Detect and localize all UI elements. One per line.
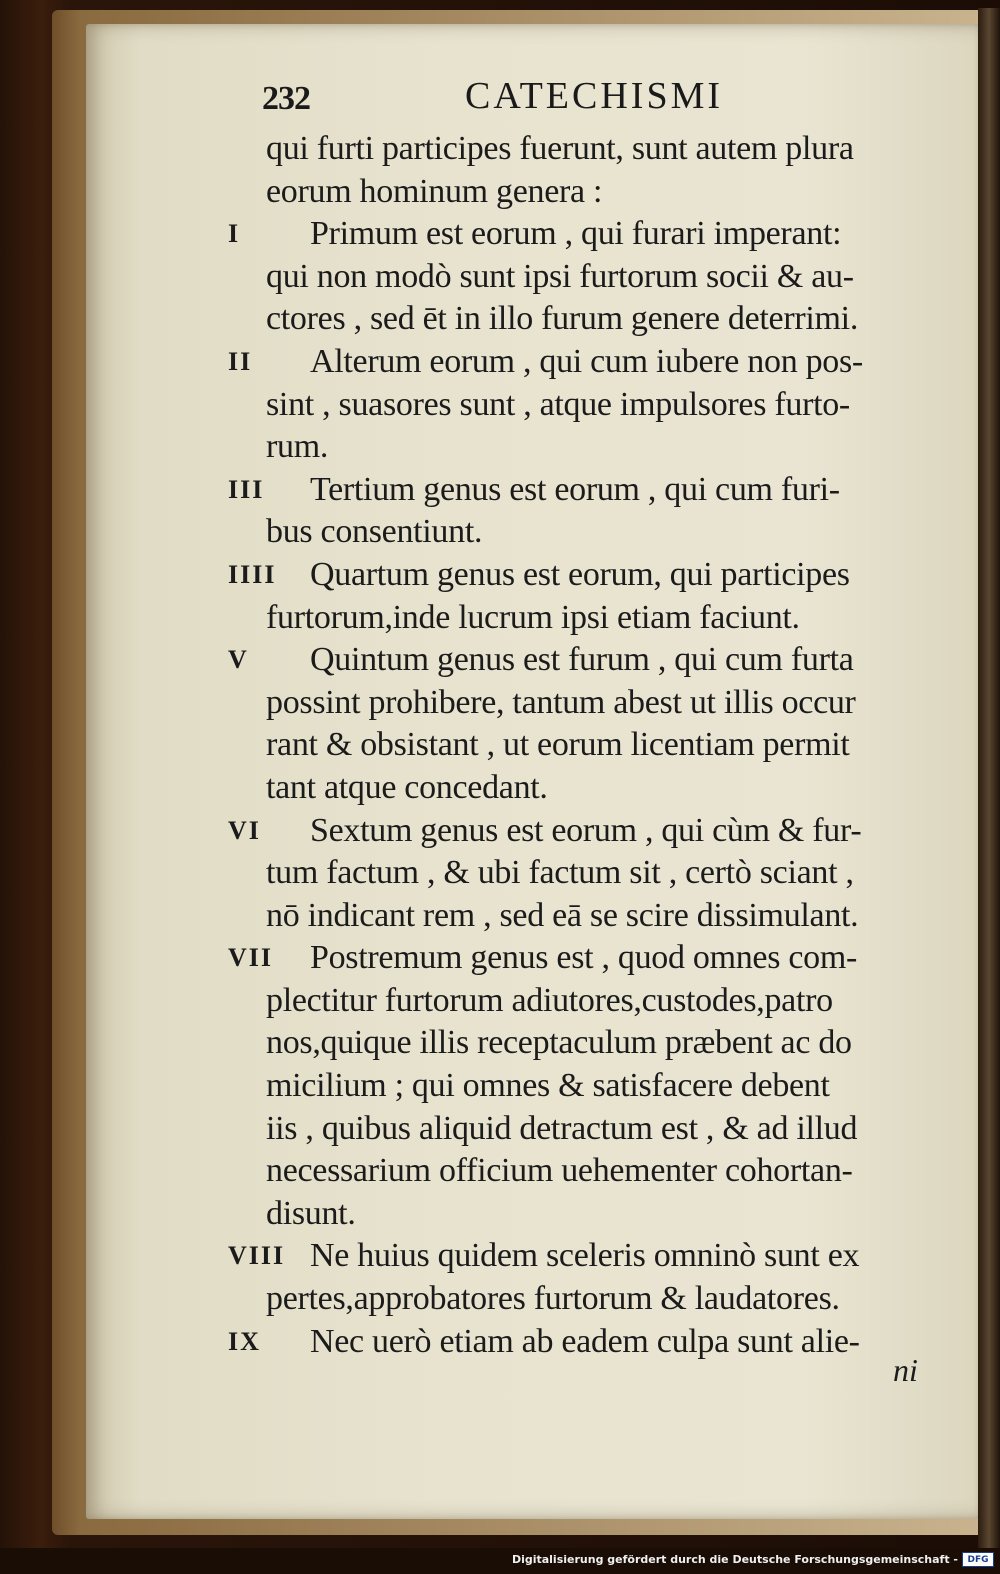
text-line (0, 426, 1000, 469)
line-text: qui non modò sunt ipsi furtorum socii & au- (266, 257, 854, 295)
line-text: tum factum , & ubi factum sit , certò sciant , (266, 854, 854, 892)
text-line (0, 810, 1000, 853)
line-text: furtorum,inde lucrum ipsi etiam faciunt. (266, 598, 800, 636)
catchword: ni (893, 1352, 918, 1388)
running-head: CATECHISMI (465, 75, 724, 117)
text-line (0, 298, 1000, 341)
text-line (0, 1022, 1000, 1065)
page-header (0, 70, 1000, 130)
text-line (0, 767, 1000, 810)
line-text: qui furti participes fuerunt, sunt autem plura (266, 130, 854, 167)
text-line (0, 980, 1000, 1023)
section-number: II (228, 346, 253, 376)
text-line (0, 1235, 1000, 1278)
text-line (0, 1108, 1000, 1151)
text-line (0, 682, 1000, 725)
line-text: iis , quibus aliquid detractum est , & ad illud (266, 1109, 858, 1147)
line-text: possint prohibere, tantum abest ut illis occur (266, 683, 856, 721)
line-text: sint , suasores sunt , atque impulsores furto- (266, 385, 850, 423)
line-text: Postremum genus est , quod omnes com- (310, 939, 858, 977)
text-line (0, 341, 1000, 384)
text-line (0, 937, 1000, 980)
line-text: nos,quique illis receptaculum præbent ac do (266, 1024, 852, 1062)
line-text: necessarium officium uehementer cohortan- (266, 1152, 853, 1190)
text-line (0, 213, 1000, 256)
text-line (0, 256, 1000, 299)
line-text: Tertium genus est eorum , qui cum furi- (310, 470, 840, 508)
line-text: plectitur furtorum adiutores,custodes,patro (266, 981, 833, 1019)
line-text: Sextum genus est eorum , qui cùm & fur- (310, 811, 862, 849)
text-line (0, 1065, 1000, 1108)
text-body (0, 128, 1000, 1363)
line-text: ctores , sed ēt in illo furum genere deterrimi. (266, 300, 859, 338)
line-text: Ne huius quidem sceleris omninò sunt ex (310, 1237, 860, 1275)
line-text: rant & obsistant , ut eorum licentiam permit (266, 726, 850, 764)
text-line (0, 1278, 1000, 1321)
text-line (0, 597, 1000, 640)
section-number: IIII (228, 559, 277, 589)
text-line (0, 469, 1000, 512)
section-number: V (228, 645, 249, 675)
line-text: pertes,approbatores furtorum & laudatores. (266, 1280, 840, 1318)
text-line (0, 1321, 1000, 1364)
section-number: VI (228, 815, 261, 845)
text-line (0, 511, 1000, 554)
text-line (0, 128, 1000, 171)
line-text: eorum hominum genera : (266, 172, 603, 210)
section-number: VIII (228, 1241, 286, 1271)
page-number: 232 (262, 80, 310, 117)
text-line (0, 724, 1000, 767)
line-text: nō indicant rem , sed eā se scire dissimulant. (266, 896, 859, 934)
text-line (0, 639, 1000, 682)
line-text: tant atque concedant. (266, 768, 548, 806)
line-text: micilium ; qui omnes & satisfacere debent (266, 1067, 830, 1105)
section-number: I (228, 219, 241, 249)
line-text: Quintum genus est furum , qui cum furta (310, 641, 854, 679)
section-number: IX (228, 1326, 261, 1356)
line-text: Primum est eorum , qui furari imperant: (310, 215, 842, 253)
text-line (0, 554, 1000, 597)
digitization-credit: Digitalisierung gefördert durch die Deutsche Forschungsgemeinschaft - (511, 1553, 958, 1566)
dfg-logo: DFG (962, 1552, 994, 1567)
line-text: rum. (266, 428, 329, 466)
text-line (0, 384, 1000, 427)
text-line (0, 1150, 1000, 1193)
section-number: III (228, 474, 265, 504)
text-line (0, 171, 1000, 214)
line-text: bus consentiunt. (266, 513, 483, 551)
text-line (0, 1193, 1000, 1236)
line-text: disunt. (266, 1194, 356, 1232)
text-line (0, 852, 1000, 895)
text-line (0, 895, 1000, 938)
line-text: Alterum eorum , qui cum iubere non pos- (310, 342, 863, 380)
section-number: VII (228, 943, 274, 973)
line-text: Quartum genus est eorum, qui participes (310, 555, 850, 593)
line-text: Nec uerò etiam ab eadem culpa sunt alie- (310, 1322, 860, 1360)
